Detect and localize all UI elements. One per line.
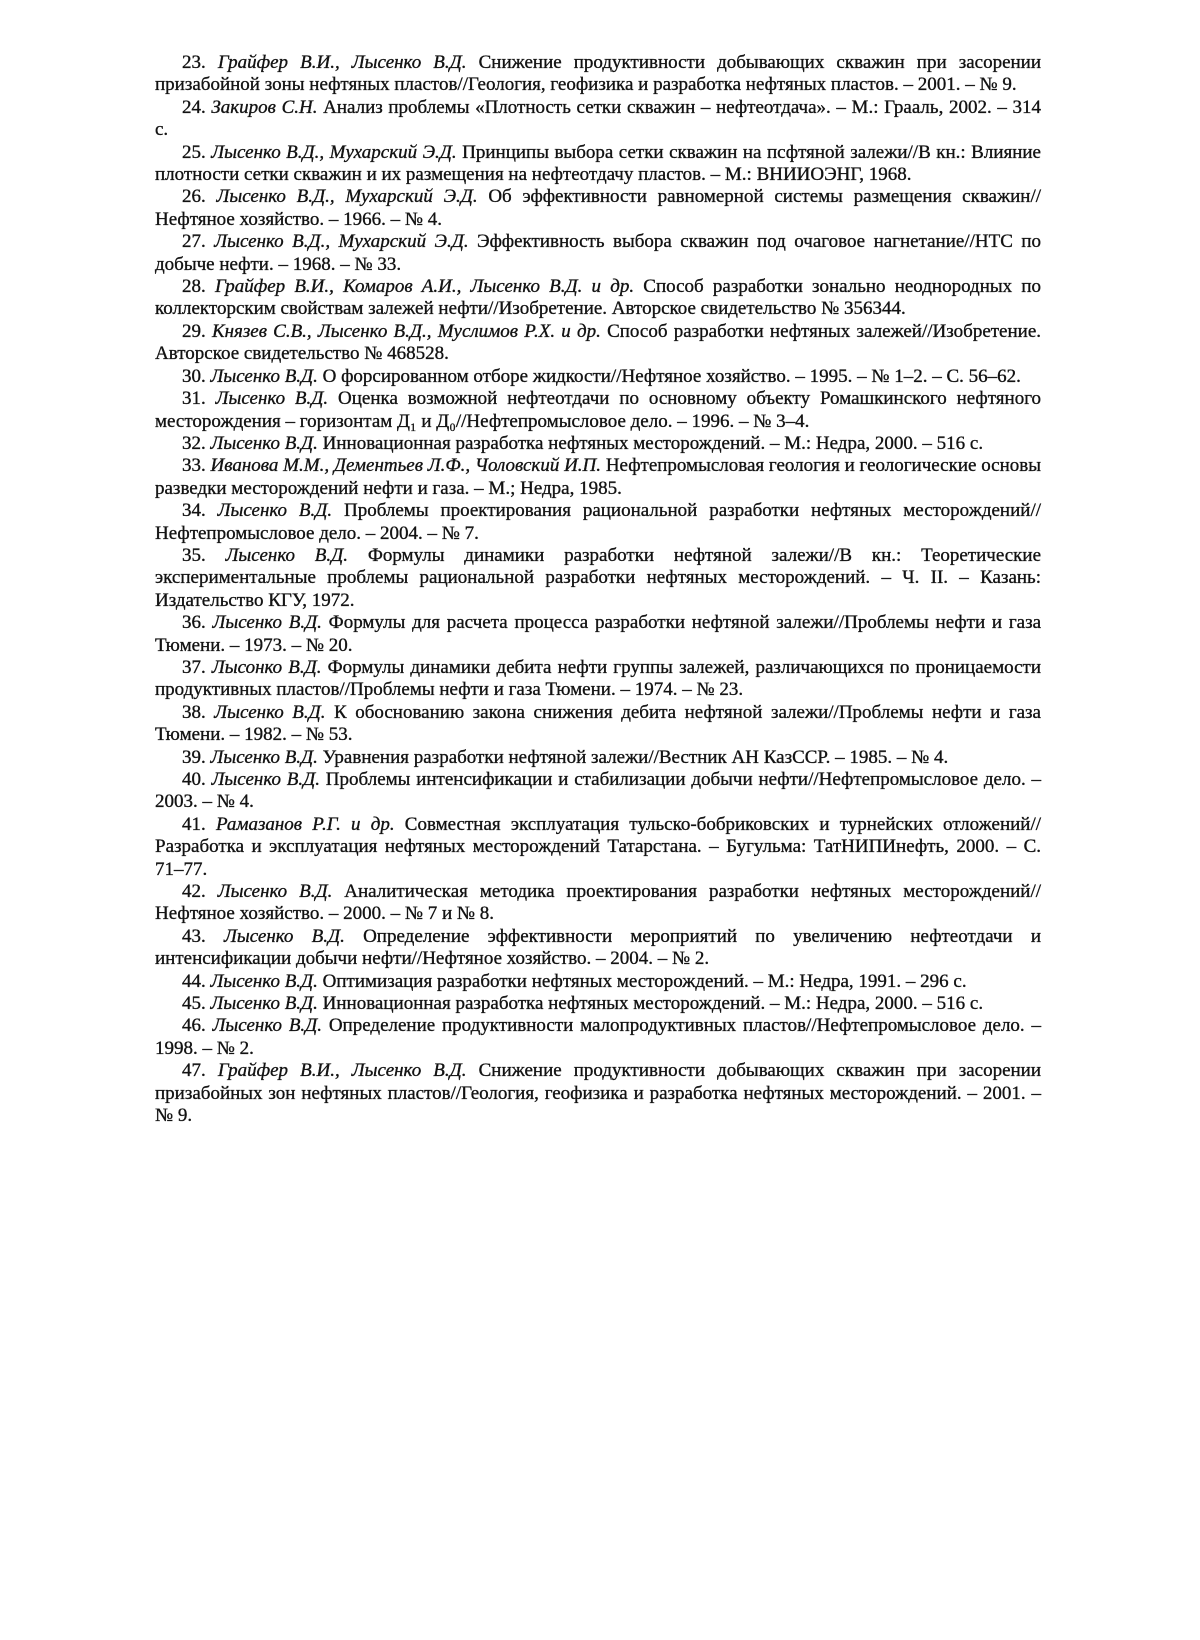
reference-text: Анализ проблемы «Плотность сетки скважин – нефтеотдача». – М.: Грааль, 2002. – 314 с. — [155, 96, 1041, 141]
reference-number: 36. — [182, 612, 213, 634]
reference-text: Инновационная разработка нефтяных месторождений. – М.: Недра, 2000. – 516 с. — [317, 432, 984, 454]
reference-item — [155, 97, 1041, 142]
reference-text: Формулы динамики разработки нефтяной залежи//В кн.: Теоретические экспериментальные проблемы рациональной разработки нефтяных месторождений. – Ч. II. – Казань: Издательство КГУ, 1972. — [155, 544, 1042, 611]
reference-authors: Грайфер В.И., Лысенко В.Д. — [217, 1060, 467, 1082]
reference-number: 40. — [182, 769, 212, 790]
reference-authors: Лысенко В.Д., Мухарский Э.Д. — [214, 231, 469, 253]
reference-authors: Лысенко В.Д. — [210, 970, 318, 992]
reference-text: Способ разработки зонально неоднородных по коллекторским свойствам залежей нефти//Изобретение. Авторское свидетельство № 356344. — [155, 276, 1042, 320]
reference-number: 37. — [182, 656, 212, 678]
reference-authors: Лысенко В.Д. — [223, 925, 345, 947]
reference-text: Совместная эксплуатация тульско-бобриковских и турнейских отложений//Разработка и эксплуатация нефтяных месторождений Татарстана. – Бугульма: ТатНИПИнефть, 2000. – С. 71–77. — [155, 813, 1042, 880]
reference-text: Формулы для расчета процесса разработки нефтяной залежи//Проблемы нефти и газа Тюмени. – 1973. – № 20. — [155, 612, 1042, 656]
reference-authors: Иванова М.М., Дементьев Л.Ф., Чоловский И.П. — [210, 455, 602, 477]
reference-number: 42. — [182, 881, 218, 903]
reference-authors: Князев С.В., Лысенко В.Д., Муслимов Р.Х. и др. — [211, 320, 601, 342]
reference-text: Определение эффективности мероприятий по увеличению нефтеотдачи и интенсификации добычи нефти//Нефтяное хозяйство. – 2004. – № 2. — [155, 925, 1042, 970]
reference-item — [155, 276, 1041, 321]
reference-authors: Лысенко В.Д. — [217, 500, 333, 522]
reference-number: 39. — [182, 746, 211, 768]
reference-authors: Закиров С.Н. — [211, 96, 318, 118]
reference-item — [155, 231, 1041, 276]
reference-item — [155, 1015, 1041, 1060]
reference-text: О форсированном отборе жидкости//Нефтяное хозяйство. – 1995. – № 1–2. – С. 56–62. — [317, 365, 1021, 387]
reference-text: К обоснованию закона снижения дебита нефтяной залежи//Проблемы нефти и газа Тюмени. – 1982. – № 53. — [155, 701, 1041, 746]
reference-authors: Лысенко В.Д. — [210, 432, 318, 454]
reference-number: 44. — [182, 970, 211, 992]
reference-item — [155, 1060, 1041, 1127]
reference-item — [155, 500, 1041, 545]
reference-number: 29. — [182, 320, 212, 342]
reference-text: Снижение продуктивности добывающих скважин при засорении призабойных зон нефтяных пластов//Геология, геофизика и разработка нефтяных месторождений. – 2001. – № 9. — [155, 1060, 1042, 1127]
reference-item — [155, 321, 1041, 366]
reference-authors: Рамазанов Р.Г. и др. — [215, 813, 395, 835]
reference-authors: Лысенко В.Д. — [225, 544, 349, 566]
reference-text: Уравнения разработки нефтяной залежи//Вестник АН КазССР. – 1985. – № 4. — [317, 746, 949, 768]
reference-item — [155, 366, 1041, 388]
reference-authors: Лысонко В.Д. — [211, 656, 322, 678]
reference-number: 43. — [182, 925, 224, 947]
reference-item — [155, 388, 1041, 433]
reference-item — [155, 433, 1041, 455]
reference-item — [155, 545, 1041, 612]
reference-text: Определение продуктивности малопродуктивных пластов//Нефтепромысловое дело. – 1998. – № 2. — [155, 1015, 1041, 1059]
reference-text: Аналитическая методика проектирования разработки нефтяных месторождений//Нефтяное хозяйство. – 2000. – № 7 и № 8. — [155, 881, 1042, 925]
reference-text: Проблемы интенсификации и стабилизации добычи нефти//Нефтепромысловое дело. – 2003. – № 4. — [155, 769, 1042, 813]
reference-authors: Лысенко В.Д. — [210, 746, 318, 768]
reference-authors: Лысенко В.Д., Мухарский Э.Д. — [216, 186, 478, 208]
reference-number: 34. — [182, 500, 218, 522]
reference-number: 26. — [182, 186, 217, 208]
reference-authors: Лысенко В.Д. — [211, 769, 320, 790]
reference-item — [155, 769, 1041, 814]
reference-authors: Лысенко В.Д. — [212, 1015, 323, 1037]
reference-number: 35. — [182, 544, 226, 566]
reference-text: Проблемы проектирования рациональной разработки нефтяных месторождений//Нефтепромысловое дело. – 2004. – № 7. — [155, 500, 1041, 544]
reference-authors: Лысенко В.Д. — [210, 993, 318, 1015]
reference-number: 30. — [182, 365, 211, 387]
reference-item — [155, 971, 1041, 993]
reference-number: 27. — [182, 231, 215, 253]
reference-text: Нефтепромысловая геология и геологические основы разведки месторождений нефти и газа. – М.; Недра, 1985. — [155, 455, 1042, 499]
reference-number: 38. — [182, 701, 215, 723]
reference-text: Инновационная разработка нефтяных месторождений. – М.: Недра, 2000. – 516 с. — [317, 993, 984, 1015]
reference-text: Принципы выбора сетки скважин на псфтяной залежи//В кн.: Влияние плотности сетки скважин и их размещения на нефтеотдачу пластов. – М.: ВНИИОЭНГ, 1968. — [155, 141, 1041, 186]
reference-item — [155, 657, 1041, 702]
reference-authors: Грайфер В.И., Лысенко В.Д. — [217, 52, 467, 73]
reference-text: Формулы динамики дебита нефти группы залежей, различающихся по проницаемости продуктивных пластов//Проблемы нефти и газа Тюмени. – 1974. – № 23. — [155, 656, 1041, 701]
reference-authors: Грайфер В.И., Комаров А.И., Лысенко В.Д. и др. — [214, 276, 635, 298]
reference-number: 23. — [182, 52, 218, 73]
reference-item — [155, 612, 1041, 657]
reference-number: 33. — [182, 455, 211, 477]
reference-item — [155, 881, 1041, 926]
reference-text: Оценка возможной нефтеотдачи по основному объекту Ромашкинского нефтяного месторождения – горизонтам Д₁ и Д₀//Нефтепромысловое дело. – 1996. – № 3–4. — [155, 388, 1042, 432]
reference-number: 25. — [182, 141, 212, 163]
reference-authors: Лысенко В.Д. — [217, 881, 333, 903]
reference-number: 45. — [182, 993, 211, 1015]
reference-text: Об эффективности равномерной системы размещения скважин//Нефтяное хозяйство. – 1966. – № 4. — [155, 186, 1041, 230]
reference-item — [155, 993, 1041, 1015]
reference-number: 47. — [182, 1060, 218, 1082]
reference-authors: Лысенко В.Д. — [214, 701, 326, 723]
reference-authors: Лысенко В.Д., Мухарский Э.Д. — [211, 141, 457, 163]
reference-number: 41. — [182, 813, 216, 835]
reference-item — [155, 455, 1041, 500]
reference-item — [155, 186, 1041, 231]
reference-number: 32. — [182, 432, 211, 454]
reference-item — [155, 814, 1041, 881]
reference-number: 46. — [182, 1015, 213, 1037]
reference-authors: Лысенко В.Д. — [210, 365, 318, 387]
reference-number: 24. — [182, 96, 212, 118]
reference-list — [155, 52, 1041, 1128]
reference-text: Способ разработки нефтяных залежей//Изобретение. Авторское свидетельство № 468528. — [155, 320, 1042, 365]
reference-item — [155, 926, 1041, 971]
reference-item — [155, 52, 1041, 97]
reference-text: Снижение продуктивности добывающих скважин при засорении призабойной зоны нефтяных пластов//Геология, геофизика и разработка нефтяных пластов. – 2001. – № 9. — [155, 52, 1042, 96]
reference-item — [155, 747, 1041, 769]
reference-authors: Лысенко В.Д. — [212, 612, 322, 634]
reference-item — [155, 702, 1041, 747]
reference-number: 28. — [182, 276, 215, 298]
reference-text: Эффективность выбора скважин под очаговое нагнетание//НТС по добыче нефти. – 1968. – № 33. — [155, 231, 1042, 275]
reference-authors: Лысенко В.Д. — [215, 388, 329, 410]
reference-number: 31. — [182, 388, 216, 410]
reference-text: Оптимизация разработки нефтяных месторождений. – М.: Недра, 1991. – 296 с. — [317, 970, 967, 992]
reference-item — [155, 142, 1041, 187]
